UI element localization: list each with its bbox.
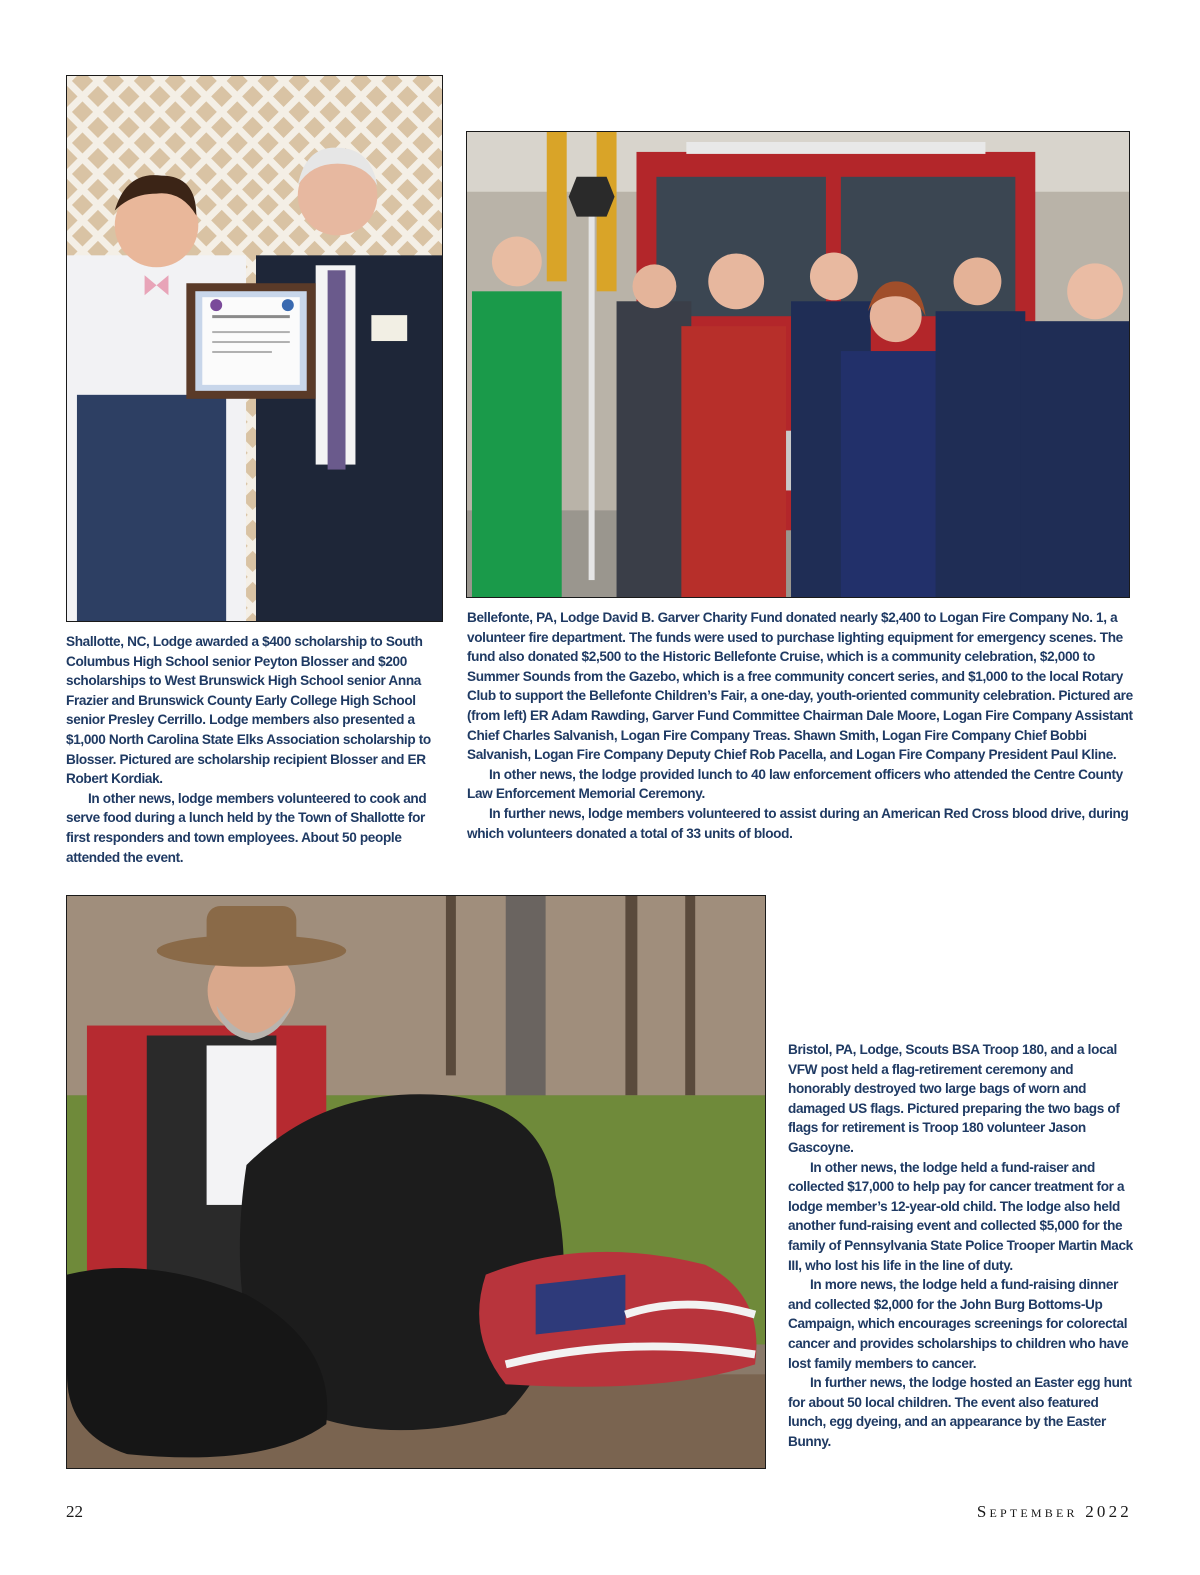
bellefonte-caption — [467, 608, 1133, 843]
bristol-paragraph-1 — [788, 1040, 1133, 1158]
shallotte-photo-image — [67, 76, 442, 621]
page-number: 22 — [66, 1502, 83, 1521]
shallotte-paragraph-2: In other news, lodge members volunteered to cook and serve food during a lunch held by the Town of Shallotte for first responders and town employees. About 50 people attended the event. — [66, 790, 427, 865]
bellefonte-photo — [466, 131, 1130, 598]
shallotte-text-1: Lodge awarded a $400 scholarship to South Columbus High School senior Peyton Blosser and $200 scholarships to West Brunswick High School senior Anna Frazier and Brunswick County Early College High School senior Presley Cerrillo. Lodge members also presented a $1,000 North Carolina State Elks Association scholarship to Blosser. Pictured are scholarship recipient Blosser and ER Robert Kordiak. — [66, 634, 431, 787]
bristol-photo-image — [67, 896, 765, 1468]
bristol-text-1: Lodge, Scouts BSA Troop 180, and a local VFW post held a flag-retirement ceremony and honorably destroyed two large bags of worn and damaged US flags. Pictured preparing the two bags of flags for retirement is Troop 180 volunteer Jason Gascoyne. — [788, 1042, 1120, 1155]
bellefonte-lead: Bellefonte, PA, — [467, 610, 557, 625]
bellefonte-paragraph-3: In further news, lodge members volunteered to assist during an American Red Cross blood drive, during which volunteers donated a total of 33 units of blood. — [467, 805, 1129, 841]
bristol-caption — [788, 1040, 1133, 1451]
issue-date: September 2022 — [976, 1502, 1132, 1521]
bristol-paragraph-3: In more news, the lodge held a fund-raising dinner and collected $2,000 for the John Burg Bottoms-Up Campaign, which encourages screenings for colorectal cancer and provides scholarships to children who have lost family members to cancer. — [788, 1277, 1129, 1371]
bristol-photo — [66, 895, 766, 1469]
shallotte-paragraph-1 — [66, 632, 446, 789]
bristol-paragraph-4: In further news, the lodge hosted an Easter egg hunt for about 50 local children. The event also featured lunch, egg dyeing, and an appearance by the Easter Bunny. — [788, 1375, 1132, 1449]
bellefonte-text-1: Lodge David B. Garver Charity Fund donated nearly $2,400 to Logan Fire Company No. 1, a volunteer fire department. The funds were used to purchase lighting equipment for emergency scenes. The fund also donated $2,500 to the Historic Bellefonte Cruise, which is a community celebration, $2,000 to Summer Sounds from the Gazebo, which is a free community concert series, and $1,000 to the local Rotary Club to support the Bellefonte Children’s Fair, a one-day, youth-oriented community celebration. Pictured are (from left) ER Adam Rawding, Garver Fund Committee Chairman Dale Moore, Logan Fire Company Assistant Chief Charles Salvanish, Logan Fire Company Treas. Shawn Smith, Logan Fire Company Chief Bobbi Salvanish, Logan Fire Company Deputy Chief Rob Pacella, and Logan Fire Company President Paul Kline. — [467, 610, 1133, 763]
bellefonte-paragraph-2: In other news, the lodge provided lunch to 40 law enforcement officers who attended the Centre County Law Enforcement Memorial Ceremony. — [467, 766, 1123, 802]
bellefonte-photo-image — [467, 132, 1129, 597]
bristol-paragraph-2: In other news, the lodge held a fund-raiser and collected $17,000 to help pay for cancer treatment for a lodge member’s 12-year-old child. The lodge also held another fund-raising event and collected $5,000 for the family of Pennsylvania State Police Trooper Martin Mack III, who lost his life in the line of duty. — [788, 1159, 1133, 1273]
shallotte-caption — [66, 632, 446, 867]
shallotte-photo — [66, 75, 443, 622]
bristol-lead: Bristol, PA, — [788, 1042, 857, 1057]
shallotte-lead: Shallotte, NC, — [66, 634, 150, 649]
bellefonte-paragraph-1 — [467, 608, 1133, 765]
